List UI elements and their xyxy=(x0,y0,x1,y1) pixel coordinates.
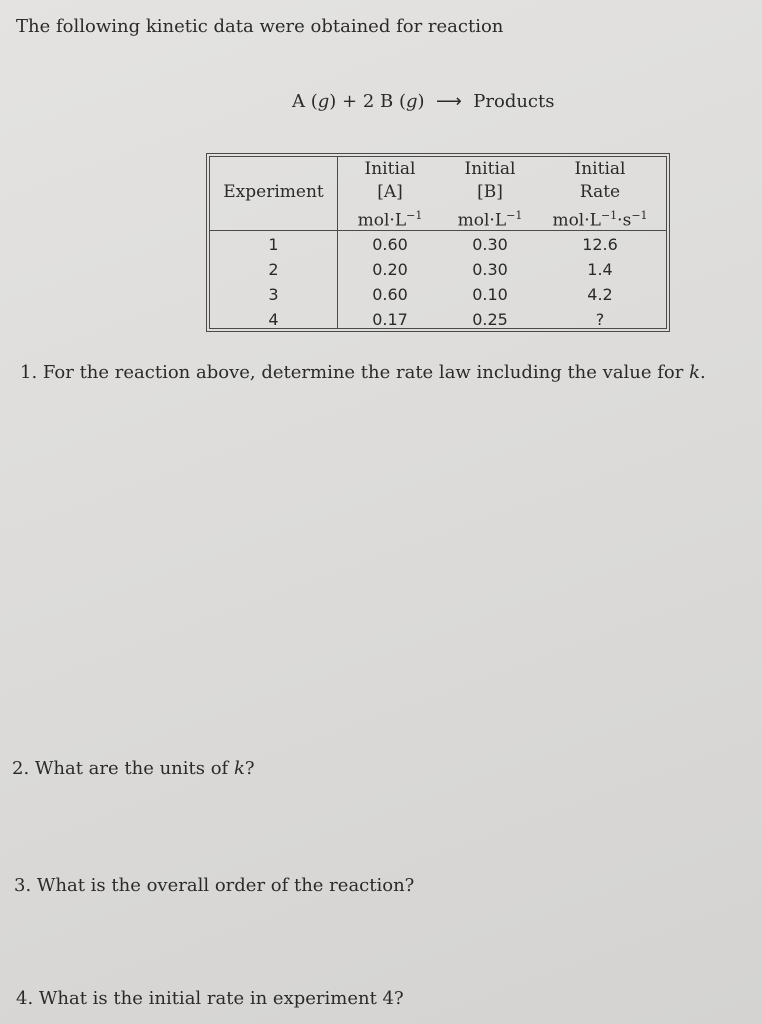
reaction-equation: A (g) + 2 B (g) ⟶ Products xyxy=(292,91,555,112)
header-b-line1: Initial xyxy=(464,159,516,179)
question-1: 1. For the reaction above, determine the rate law including the value for k. xyxy=(20,362,706,383)
reaction-arrow: ⟶ xyxy=(436,91,462,112)
header-a-line1: Initial xyxy=(364,159,416,179)
question-3: 3. What is the overall order of the reaction? xyxy=(14,875,415,896)
row-1-rate: 12.6 xyxy=(582,235,618,254)
row-4-b: 0.25 xyxy=(472,310,508,329)
question-4: 4. What is the initial rate in experiment 4? xyxy=(16,988,404,1009)
table-divider-vertical xyxy=(337,157,338,328)
question-1-text: 1. For the reaction above, determine the rate law including the value for xyxy=(20,362,684,383)
question-1-variable: k xyxy=(689,362,701,383)
kinetics-table xyxy=(206,153,670,332)
row-3-experiment: 3 xyxy=(268,285,279,304)
header-rate-line2: Rate xyxy=(579,182,621,202)
intro-text: The following kinetic data were obtained for reaction xyxy=(16,16,504,37)
row-3-a: 0.60 xyxy=(372,285,408,304)
header-a xyxy=(340,158,440,233)
row-2-a: 0.20 xyxy=(372,260,408,279)
header-rate-units: $mol\cdot L^{-1}\cdot s^{-1}$ xyxy=(552,209,648,231)
phase-a: g xyxy=(317,91,330,112)
question-2-text: 2. What are the units of xyxy=(12,758,229,779)
row-4-experiment: 4 xyxy=(268,310,279,329)
header-b xyxy=(440,158,540,233)
header-experiment: Experiment xyxy=(223,182,324,202)
row-1-experiment: 1 xyxy=(268,235,279,254)
reactant-b: + 2 B xyxy=(342,91,394,112)
row-1-b: 0.30 xyxy=(472,235,508,254)
header-a-units: $mol\cdot L^{-1}$ xyxy=(357,209,423,231)
product: Products xyxy=(473,91,555,112)
header-a-line2: [A] xyxy=(377,182,403,202)
row-3-rate: 4.2 xyxy=(587,285,613,304)
question-2: 2. What are the units of k? xyxy=(12,758,255,779)
question-2-variable: k xyxy=(233,758,245,779)
header-b-units: $mol\cdot L^{-1}$ xyxy=(457,209,523,231)
row-4-a: 0.17 xyxy=(372,310,408,329)
row-2-b: 0.30 xyxy=(472,260,508,279)
header-rate-line1: Initial xyxy=(574,159,626,179)
row-2-experiment: 2 xyxy=(268,260,279,279)
header-b-line2: [B] xyxy=(477,182,503,202)
row-3-b: 0.10 xyxy=(472,285,508,304)
row-4-rate: ? xyxy=(595,310,605,329)
reactant-a: A xyxy=(292,91,305,112)
header-rate xyxy=(540,158,660,233)
phase-b: g xyxy=(406,91,418,112)
row-2-rate: 1.4 xyxy=(587,260,613,279)
row-1-a: 0.60 xyxy=(372,235,408,254)
kinetics-table-inner xyxy=(209,156,667,329)
